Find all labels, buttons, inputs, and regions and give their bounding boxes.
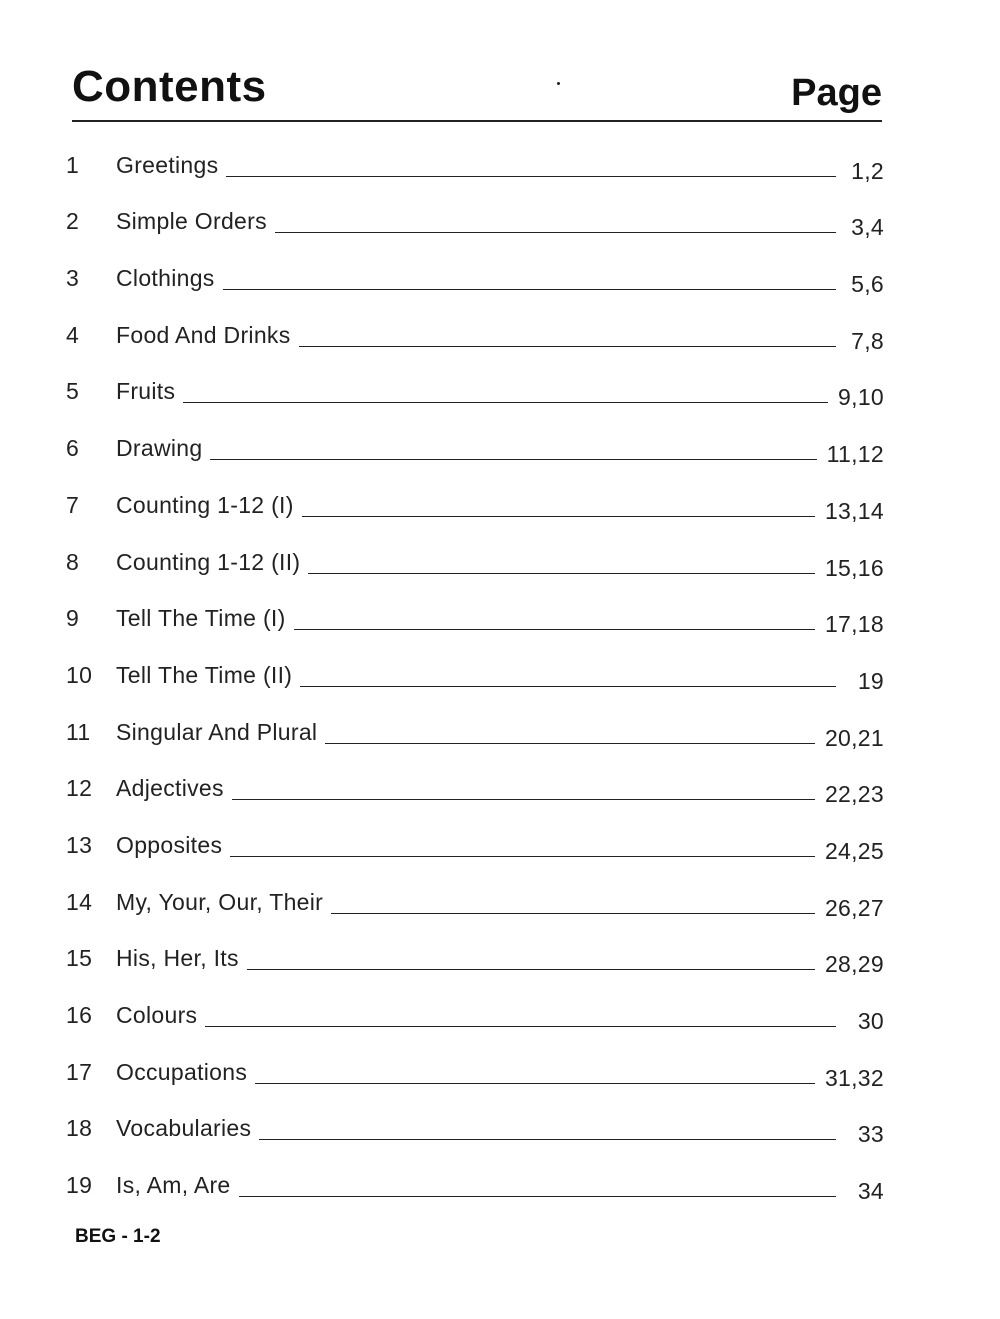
toc-entry-number: 15	[66, 945, 93, 972]
toc-entry-number: 1	[66, 151, 80, 178]
toc-entry-title: Simple Orders	[116, 208, 267, 235]
toc-entry-number: 9	[66, 605, 80, 632]
toc-leader-line	[205, 1026, 836, 1027]
toc-entry-number: 17	[66, 1058, 93, 1085]
toc-entry	[66, 419, 884, 476]
page-column-heading: Page	[791, 72, 882, 114]
toc-entry	[66, 306, 884, 363]
toc-entry-number: 14	[66, 888, 93, 915]
toc-entry-title: Fruits	[116, 378, 176, 405]
toc-entry-title: Food And Drinks	[116, 321, 291, 348]
toc-entry-pages: 11,12	[826, 441, 884, 468]
toc-entry	[66, 816, 884, 873]
toc-entry-title: Adjectives	[116, 775, 224, 802]
toc-entry	[66, 533, 884, 590]
toc-entry	[66, 930, 884, 987]
toc-leader-line	[325, 743, 815, 744]
toc-leader-line	[226, 176, 836, 177]
toc-entry	[66, 136, 884, 193]
toc-entry-pages: 20,21	[824, 724, 884, 751]
toc-entry-title: Clothings	[116, 265, 215, 292]
table-of-contents	[66, 136, 884, 1213]
toc-entry-pages: 26,27	[824, 894, 884, 921]
toc-entry-number: 6	[66, 435, 80, 462]
toc-entry-number: 11	[66, 718, 91, 745]
toc-entry-title: Colours	[116, 1002, 198, 1028]
toc-entry-pages: 5,6	[851, 271, 884, 298]
toc-entry-number: 2	[66, 208, 80, 235]
toc-leader-line	[230, 856, 815, 857]
toc-entry-title: Vocabularies	[116, 1115, 252, 1142]
toc-entry-title: His, Her, Its	[116, 945, 239, 972]
toc-entry-number: 19	[66, 1172, 93, 1199]
toc-entry	[66, 1100, 884, 1157]
toc-entry-number: 5	[66, 378, 80, 405]
toc-leader-line	[259, 1139, 836, 1140]
contents-header	[72, 58, 882, 122]
toc-entry-pages: 31,32	[824, 1064, 884, 1091]
toc-entry	[66, 646, 884, 703]
toc-leader-line	[331, 913, 815, 914]
toc-leader-line	[308, 573, 815, 574]
toc-leader-line	[275, 232, 836, 233]
toc-leader-line	[210, 459, 816, 460]
toc-entry	[66, 249, 884, 306]
toc-entry	[66, 873, 884, 930]
toc-entry-title: Tell The Time (II)	[116, 661, 293, 688]
toc-entry-number: 7	[66, 491, 80, 518]
toc-entry-title: Is, Am, Are	[116, 1172, 231, 1199]
toc-entry-number: 16	[66, 1002, 93, 1028]
toc-entry-title: Drawing	[116, 435, 203, 462]
toc-entry	[66, 193, 884, 250]
toc-leader-line	[183, 402, 828, 403]
toc-entry	[66, 760, 884, 817]
page-title: Contents	[72, 62, 267, 111]
toc-leader-line	[299, 346, 836, 347]
toc-entry-title: Tell The Time (I)	[116, 605, 286, 632]
toc-entry-number: 13	[66, 831, 93, 858]
toc-entry-title: Greetings	[116, 151, 219, 178]
toc-entry-pages: 30	[857, 1008, 884, 1034]
toc-leader-line	[223, 289, 836, 290]
toc-leader-line	[294, 629, 815, 630]
toc-entry-number: 3	[66, 265, 80, 292]
toc-leader-line	[302, 516, 815, 517]
toc-entry-pages: 13,14	[824, 497, 884, 524]
toc-entry-title: Counting 1-12 (I)	[116, 491, 294, 518]
toc-entry	[66, 1043, 884, 1100]
toc-entry-pages: 1,2	[851, 157, 884, 184]
toc-leader-line	[255, 1083, 815, 1084]
toc-entry	[66, 986, 884, 1043]
toc-entry-title: Counting 1-12 (II)	[116, 548, 301, 575]
toc-entry	[66, 476, 884, 533]
document-code: BEG - 1-2	[75, 1226, 161, 1247]
toc-entry-title: Opposites	[116, 831, 223, 858]
toc-entry-pages: 22,23	[824, 781, 884, 808]
toc-entry-number: 12	[66, 775, 93, 802]
toc-entry	[66, 590, 884, 647]
scan-speck	[557, 82, 560, 85]
toc-entry-title: Occupations	[116, 1058, 248, 1085]
toc-entry-pages: 33	[857, 1121, 884, 1148]
toc-entry-pages: 24,25	[824, 837, 884, 864]
toc-entry-pages: 19	[857, 667, 884, 694]
toc-entry	[66, 363, 884, 420]
toc-entry	[66, 703, 884, 760]
toc-entry-number: 8	[66, 548, 80, 575]
toc-entry-pages: 15,16	[824, 554, 884, 581]
toc-entry-pages: 7,8	[851, 327, 884, 354]
toc-entry-number: 10	[66, 661, 93, 688]
toc-leader-line	[300, 686, 836, 687]
toc-entry-pages: 34	[857, 1178, 884, 1205]
toc-leader-line	[232, 799, 815, 800]
toc-entry-title: My, Your, Our, Their	[116, 888, 324, 915]
toc-entry-number: 18	[66, 1115, 93, 1142]
toc-entry-title: Singular And Plural	[116, 718, 318, 745]
toc-entry-pages: 17,18	[824, 611, 884, 638]
toc-leader-line	[247, 969, 815, 970]
toc-entry-pages: 3,4	[851, 214, 884, 241]
toc-entry-number: 4	[66, 321, 80, 348]
toc-leader-line	[239, 1196, 836, 1197]
toc-entry	[66, 1156, 884, 1213]
toc-entry-pages: 28,29	[824, 951, 884, 978]
toc-entry-pages: 9,10	[838, 384, 884, 411]
